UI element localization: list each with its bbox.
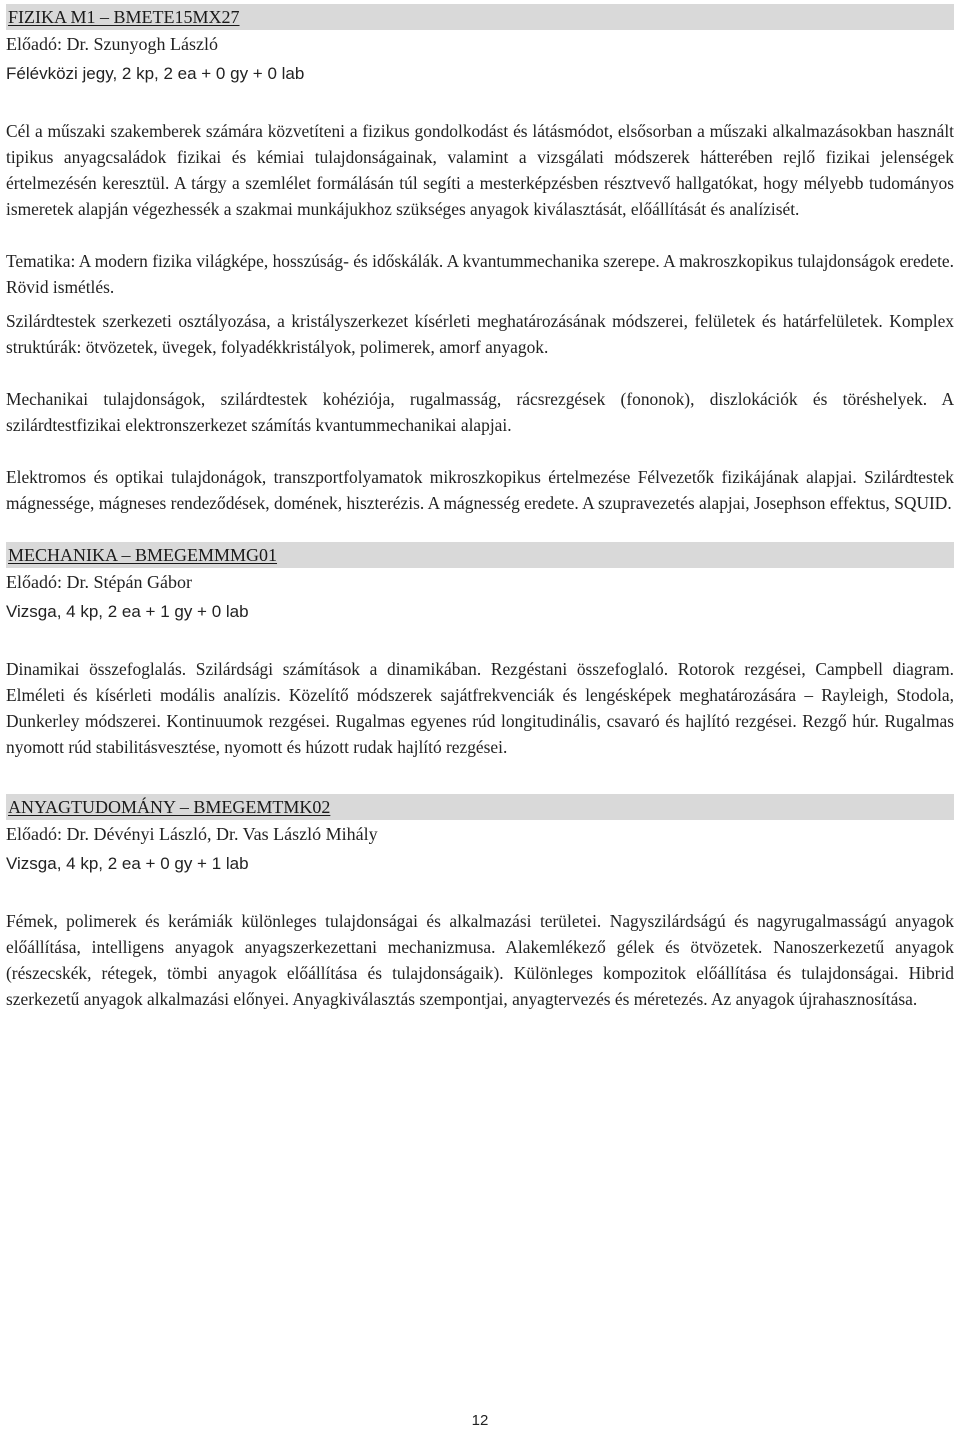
course-lecturer: Előadó: Dr. Stépán Gábor	[6, 572, 192, 592]
course-title-text: ANYAGTUDOMÁNY – BMEGEMTMK02	[8, 797, 331, 817]
document-page	[6, 4, 954, 1012]
course-topic-paragraph: Mechanikai tulajdonságok, szilárdtestek kohéziója, rugalmasság, rácsrezgések (fononok), diszlokációk és töréshelyek. A szilárdtestfizikai elektronszerkezet számítás kvantummechanikai alapjai.	[6, 389, 954, 435]
course-lecturer: Előadó: Dr. Szunyogh László	[6, 34, 218, 54]
course-section-mechanika	[6, 542, 954, 760]
course-title	[6, 4, 954, 30]
course-credits: Vizsga, 4 kp, 2 ea + 1 gy + 0 lab	[6, 602, 249, 621]
course-topics: Tematika: A modern fizika világképe, hosszúság- és időskálák. A kvantummechanika szerepe. A makroszkopikus tulajdonságok eredete. Rövid ismétlés.	[6, 251, 954, 297]
course-title	[6, 542, 954, 568]
page-number: 12	[471, 1412, 489, 1429]
course-section-fizika	[6, 4, 954, 516]
course-description: Fémek, polimerek és kerámiák különleges tulajdonságai és alkalmazási területei. Nagyszilárdságú és nagyrugalmasságú anyagok előállítása, intelligens anyagok anyagszerkezettani mechanizmusa. Alakemlékező gélek és ötvözetek. Nanoszerkezetű anyagok (részecskék, rétegek, tömbi anyagok előállítása és tulajdonságaik). Különleges kompozitok előállítása és tulajdonságai. Hibrid szerkezetű anyagok alkalmazási előnyei. Anyagkiválasztás szempontjai, anyagtervezés és méretezés. Az anyagok újrahasznosítása.	[6, 911, 954, 1009]
course-title-text: FIZIKA M1 – BMETE15MX27	[8, 7, 240, 27]
course-credits: Félévközi jegy, 2 kp, 2 ea + 0 gy + 0 lab	[6, 64, 305, 83]
course-lecturer: Előadó: Dr. Dévényi László, Dr. Vas László Mihály	[6, 824, 378, 844]
course-credits: Vizsga, 4 kp, 2 ea + 0 gy + 1 lab	[6, 854, 249, 873]
course-topic-paragraph: Elektromos és optikai tulajdonágok, transzportfolyamatok mikroszkopikus értelmezése Félvezetők fizikájának alapjai. Szilárdtestek mágnessége, mágneses rendeződések, domének, hiszterézis. A mágnesség eredete. A szupravezetés alapjai, Josephson effektus, SQUID.	[6, 467, 954, 513]
course-description: Cél a műszaki szakemberek számára közvetíteni a fizikus gondolkodást és látásmódot, elsősorban a műszaki alkalmazásokban használt tipikus anyagcsaládok fizikai és kémiai tulajdonságainak, valamint a vizsgálati módszerek hátterében rejlő fizikai jelenségek értelmezésén keresztül. A tárgy a szemlélet formálásán túl segíti a mesterképzésben résztvevő hallgatókat, hogy mélyebb tudományos ismeretek alapján végezhessék a szakmai munkájukhoz szükséges anyagok kiválasztását, előállítását és analízisét.	[6, 121, 954, 219]
course-topic-paragraph: Szilárdtestek szerkezeti osztályozása, a kristályszerkezet kísérleti meghatározásának módszerei, felületek és határfelületek. Komplex struktúrák: ötvözetek, üvegek, folyadékkristályok, polimerek, amorf anyagok.	[6, 311, 954, 357]
course-title-text: MECHANIKA – BMEGEMMMG01	[8, 545, 278, 565]
course-description: Dinamikai összefoglalás. Szilárdsági számítások a dinamikában. Rezgéstani összefoglaló. Rotorok rezgései, Campbell diagram. Elméleti és kísérleti modális analízis. Közelítő módszerek sajátfrekvenciák és lengésképek meghatározására – Rayleigh, Stodola, Dunkerley módszerei. Kontinuumok rezgései. Rugalmas egyenes rúd longitudinális, csavaró és hajlító rezgései. Rezgő húr. Rugalmas nyomott rúd stabilitásvesztése, nyomott és húzott rudak hajlító rezgései.	[6, 659, 954, 757]
course-title	[6, 794, 954, 820]
course-section-anyagtudomany	[6, 794, 954, 1012]
